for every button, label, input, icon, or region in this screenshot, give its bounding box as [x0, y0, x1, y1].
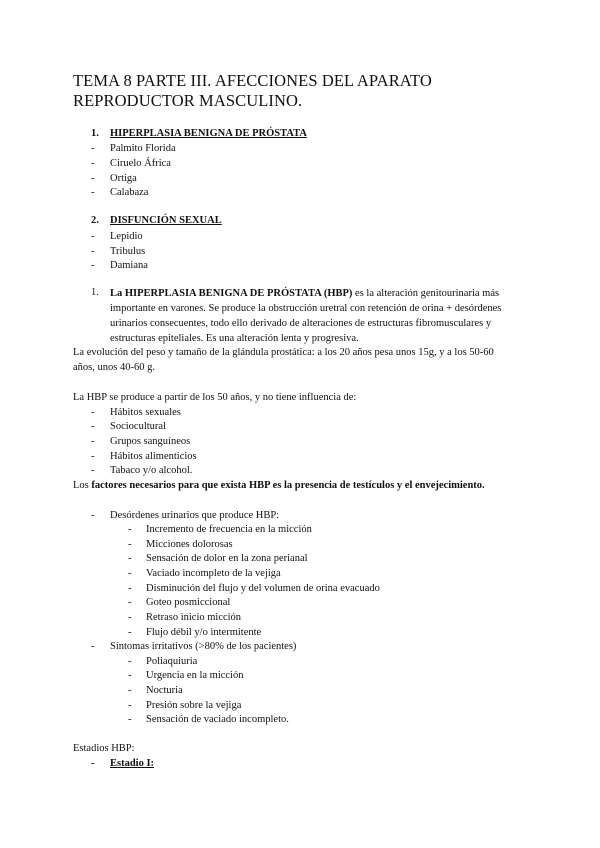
page-title: TEMA 8 PARTE III. AFECCIONES DEL APARATO REPRODUCTOR MASCULINO. [73, 71, 432, 110]
list-dash: - [91, 421, 95, 432]
list-dash: - [128, 714, 132, 725]
list-dash: - [128, 656, 132, 667]
list-dash: - [91, 436, 95, 447]
list-dash: - [128, 524, 132, 535]
list-item: Tabaco y/o alcohol. [110, 465, 193, 476]
list-item: Calabaza [110, 187, 149, 198]
list-item: Flujo débil y/o intermitente [146, 627, 262, 638]
list-item: Damiana [110, 260, 148, 271]
list-dash: - [91, 173, 95, 184]
paragraph-line: años, unos 40-60 g. [73, 362, 155, 373]
list-dash: - [128, 539, 132, 550]
list-dash: - [128, 597, 132, 608]
list-item: Tribulus [110, 246, 146, 257]
list-dash: - [128, 553, 132, 564]
list-item: Hábitos sexuales [110, 407, 181, 418]
list-item: Grupos sanguíneos [110, 436, 191, 447]
paragraph-line: La evolución del peso y tamaño de la glándula prostática: a los 20 años pesa unos 15g, y a los 50-60 [73, 347, 494, 358]
list-heading: Desórdenes urinarios que produce HBP: [110, 510, 280, 521]
list-item: Sensación de vaciado incompleto. [146, 714, 289, 725]
paragraph-line: Estadios HBP: [73, 743, 135, 754]
list-dash: - [128, 612, 132, 623]
list-item: Ciruelo África [110, 158, 171, 169]
list-heading: Estadio I: [110, 758, 155, 769]
list-dash: - [91, 187, 95, 198]
factores-bold: factores necesarios para que exista HBP es la presencia de testículos y el envejecimiento. [91, 480, 485, 491]
hbp-bold: La HIPERPLASIA BENIGNA DE PRÓSTATA (HBP) [110, 288, 353, 299]
list-heading: Síntomas irritativos (>80% de los pacientes) [110, 641, 297, 652]
list-item: Micciones dolorosas [146, 539, 233, 550]
list-item: Sociocultural [110, 421, 166, 432]
hbp-text: es la alteración genitourinaria más importante en varones. Se produce la obstrucción uretral con retención de orina + desórdenes urinarios consecuentes, todo ello derivado de alteraciones de estructuras fibromusculares y estructuras epiteliales. Es una alteración lenta y progresiva. [110, 288, 502, 344]
list-dash: - [91, 407, 95, 418]
list-item: Vaciado incompleto de la vejiga [146, 568, 281, 579]
list-dash: - [91, 143, 95, 154]
list-item: Ortiga [110, 173, 137, 184]
list-dash: - [91, 465, 95, 476]
list-item: Goteo posmiccional [146, 597, 231, 608]
list-item: Retraso inicio micción [146, 612, 242, 623]
list-item: Nocturia [146, 685, 183, 696]
section-heading: HIPERPLASIA BENIGNA DE PRÓSTATA [110, 128, 307, 139]
list-dash: - [91, 758, 95, 769]
list-dash: - [128, 627, 132, 638]
list-dash: - [91, 641, 95, 652]
list-dash: - [128, 568, 132, 579]
paragraph-line: La HBP se produce a partir de los 50 años, y no tiene influencia de: [73, 392, 357, 403]
list-item: Urgencia en la micción [146, 670, 244, 681]
list-item: Disminución del flujo y del volumen de orina evacuado [146, 583, 380, 594]
hbp-paragraph [110, 286, 535, 346]
list-dash: - [91, 260, 95, 271]
list-dash: - [128, 685, 132, 696]
list-dash: - [91, 246, 95, 257]
list-dash: - [128, 700, 132, 711]
list-dash: - [91, 158, 95, 169]
list-dash: - [91, 451, 95, 462]
section-number: 1. [91, 128, 99, 139]
list-item: Incremento de frecuencia en la micción [146, 524, 312, 535]
factores-prefix: Los [73, 480, 92, 491]
section-heading: DISFUNCIÓN SEXUAL [110, 215, 222, 226]
list-dash: - [91, 231, 95, 242]
list-item: Palmito Florida [110, 143, 176, 154]
list-item: Lepidio [110, 231, 143, 242]
list-dash: - [91, 510, 95, 521]
list-item: Poliaquiuria [146, 656, 198, 667]
section-number: 2. [91, 215, 99, 226]
list-dash: - [128, 670, 132, 681]
list-dash: - [128, 583, 132, 594]
list-item: Sensación de dolor en la zona perianal [146, 553, 308, 564]
list-item: Presión sobre la vejiga [146, 700, 242, 711]
factores-line [73, 479, 485, 493]
list-item: Hábitos alimenticios [110, 451, 197, 462]
section-number: 1. [91, 287, 99, 298]
